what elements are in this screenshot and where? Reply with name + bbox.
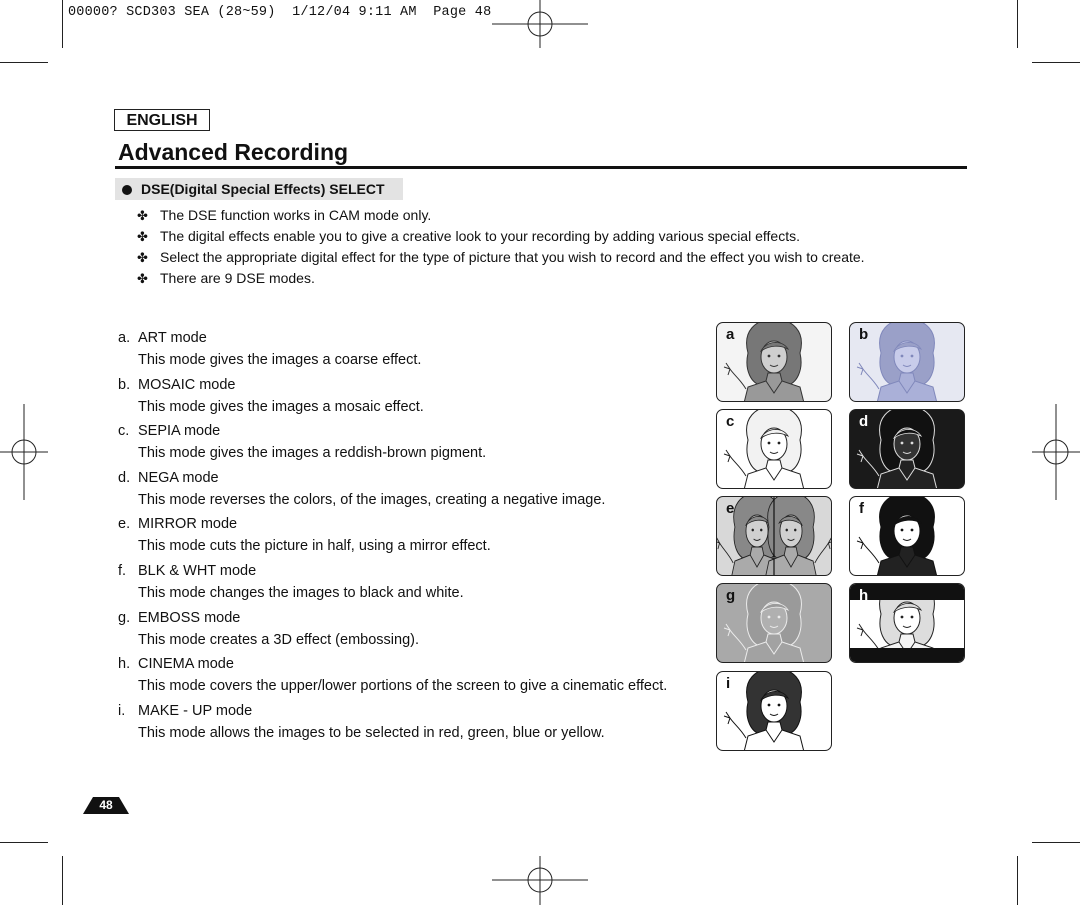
list-item: ✤ There are 9 DSE modes. — [137, 268, 865, 289]
cross-bullet-icon: ✤ — [137, 229, 148, 244]
language-tab: ENGLISH — [114, 109, 210, 131]
mode-item-cinema: h. CINEMA mode This mode covers the upper/lower portions of the screen to give a cinematic effect. — [118, 656, 668, 695]
bullet-dot-icon — [122, 185, 132, 195]
print-slug: 00000? SCD303 SEA (28~59) 1/12/04 9:11 AM Page 48 — [68, 5, 492, 20]
mode-item-makeup: i. MAKE - UP mode This mode allows the images to be selected in red, green, blue or yellow. — [118, 702, 605, 741]
list-item: ✤ The digital effects enable you to give a creative look to your recording by adding various special effects. — [137, 226, 865, 247]
thumbnail-art: a — [716, 322, 832, 402]
thumbnail-mirror: e — [716, 496, 832, 576]
mode-item-mirror: e. MIRROR mode This mode cuts the picture in half, using a mirror effect. — [118, 516, 491, 555]
page-title: Advanced Recording — [118, 139, 349, 165]
mode-item-nega: d. NEGA mode This mode reverses the colors, of the images, creating a negative image. — [118, 469, 606, 508]
mode-item-sepia: c. SEPIA mode This mode gives the images a reddish-brown pigment. — [118, 423, 487, 462]
cross-bullet-icon: ✤ — [137, 250, 148, 265]
mode-item-art: a. ART mode This mode gives the images a coarse effect. — [118, 330, 422, 368]
thumbnail-sepia: c — [716, 409, 832, 489]
thumbnail-blk-wht: f — [849, 496, 965, 576]
mode-item-emboss: g. EMBOSS mode This mode creates a 3D effect (embossing). — [118, 609, 419, 648]
list-item: ✤ Select the appropriate digital effect for the type of picture that you wish to record and the effect you wish to create. — [137, 247, 865, 268]
section-heading — [115, 178, 403, 200]
page-number: 48 — [83, 796, 129, 816]
thumbnail-mosaic: b — [849, 322, 965, 402]
section-heading-text: DSE(Digital Special Effects) SELECT — [141, 181, 385, 197]
cross-bullet-icon: ✤ — [137, 208, 148, 223]
mode-list — [118, 327, 667, 746]
cross-bullet-icon: ✤ — [137, 271, 148, 286]
thumbnail-emboss: g — [716, 583, 832, 663]
thumbnail-nega: d — [849, 409, 965, 489]
mode-item-blk-wht: f. BLK & WHT mode This mode changes the images to black and white. — [118, 562, 464, 601]
title-rule — [115, 166, 967, 169]
mode-item-mosaic: b. MOSAIC mode This mode gives the images a mosaic effect. — [118, 376, 424, 415]
list-item: ✤ The DSE function works in CAM mode only. — [137, 205, 865, 226]
thumbnail-cinema: h — [849, 583, 965, 663]
intro-bullets — [137, 205, 865, 289]
thumbnail-makeup: i — [716, 671, 832, 751]
